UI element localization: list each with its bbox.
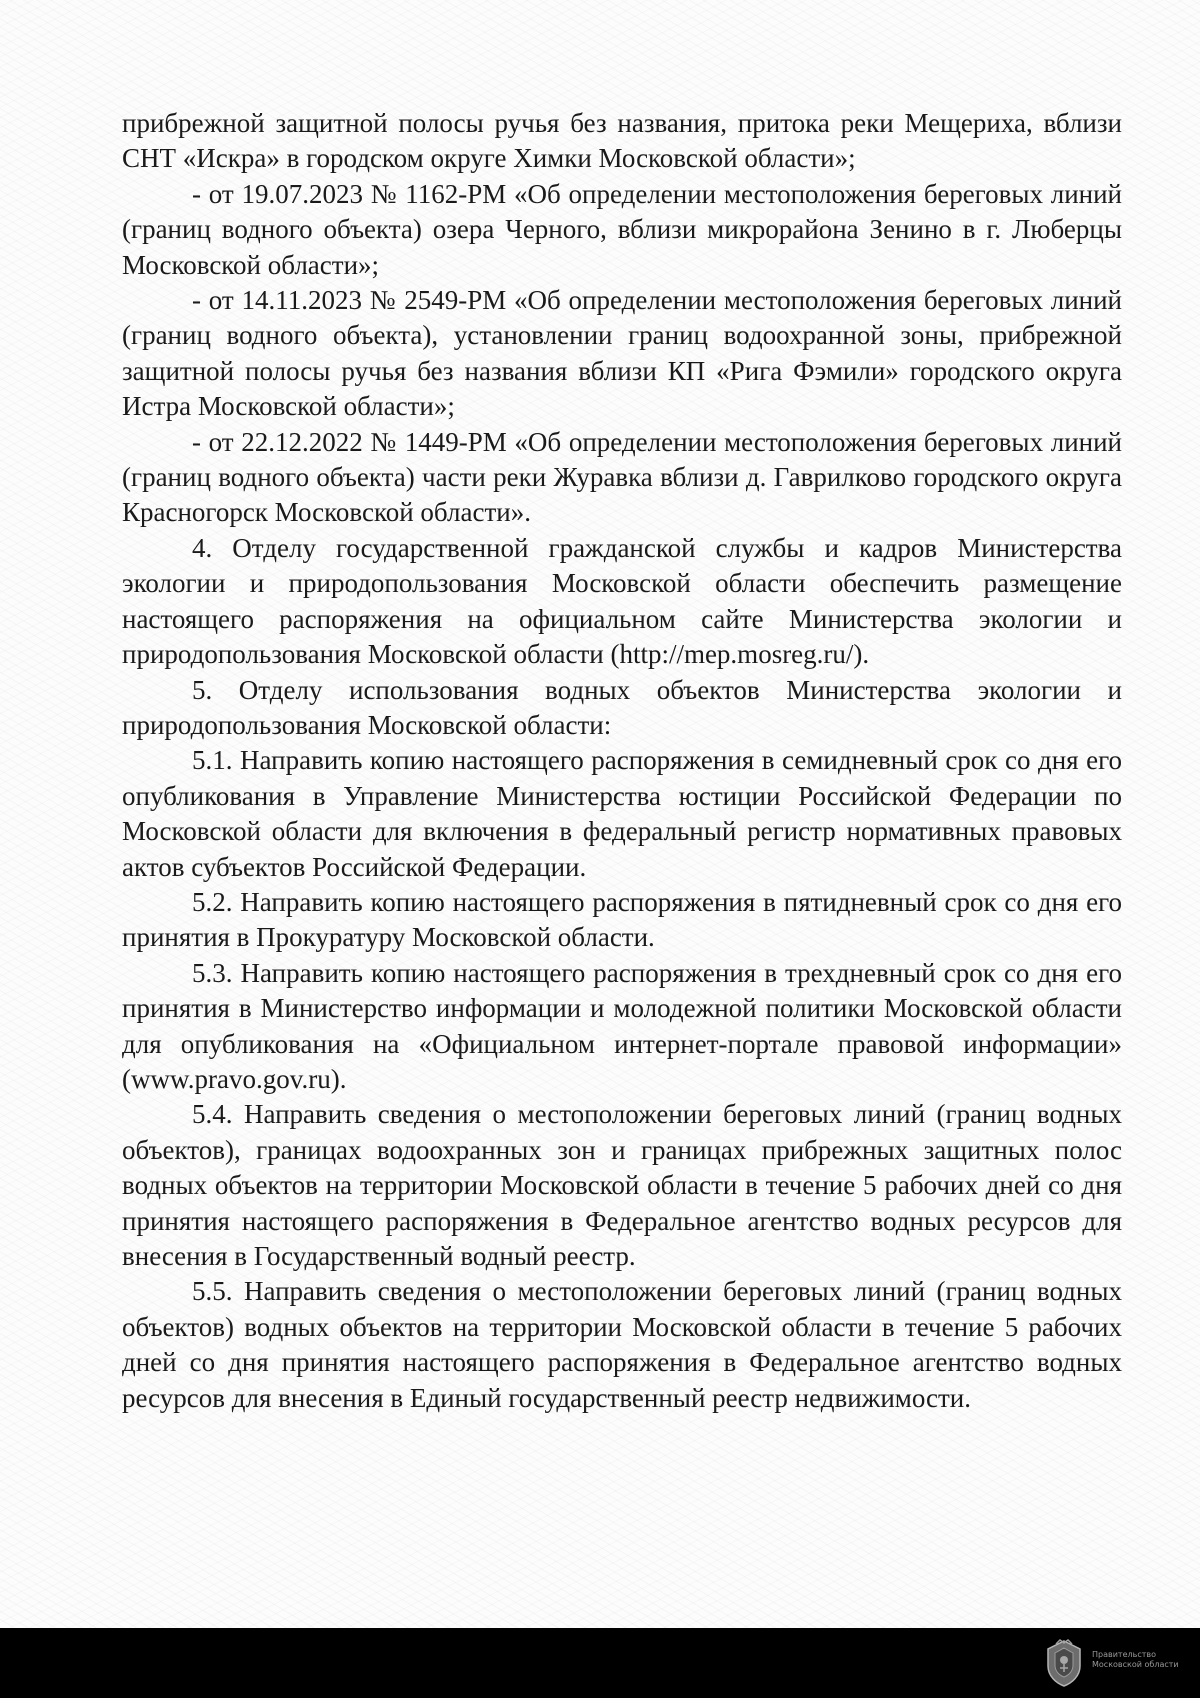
paragraph-list-item-1449: - от 22.12.2022 № 1449-РМ «Об определении местоположения береговых линий (границ водного объекта) части реки Журавка вблизи д. Гаврилково городского округа Красногорск Московской области». [122, 426, 1122, 528]
government-seal [1042, 1638, 1182, 1688]
paragraph-continuation: прибрежной защитной полосы ручья без названия, притока реки Мещериха, вблизи СНТ «Искра» в городском округе Химки Московской области»; [122, 108, 1122, 174]
emblem-icon [1042, 1638, 1086, 1688]
paragraph-item-5-4: 5.4. Направить сведения о местоположении береговых линий (границ водных объектов), границах водоохранных зон и границах прибрежных защитных полос водных объектов на территории Московской области в течение 5 рабочих дней со дня принятия настоящего распоряжения в Федеральное агентство водных ресурсов для внесения в Государственный водный реестр. [122, 1099, 1122, 1271]
seal-caption-line-2: Московской области [1092, 1660, 1179, 1669]
paragraph-item-5-2: 5.2. Направить копию настоящего распоряжения в пятидневный срок со дня его принятия в Прокуратуру Московской области. [122, 886, 1122, 953]
paragraph-item-5-3: 5.3. Направить копию настоящего распоряжения в трехдневный срок со дня его принятия в Министерство информации и молодежной политики Московской области для опубликования на «Официальном интернет-портале правовой информации» (www.pravo.gov.ru). [122, 957, 1122, 1094]
footer-bar [0, 1628, 1200, 1698]
document-body [122, 106, 1122, 1416]
seal-caption [1092, 1650, 1184, 1670]
paragraph-item-5-1: 5.1. Направить копию настоящего распоряжения в семидневный срок со дня его опубликования в Управление Министерства юстиции Российской Федерации по Московской области для включения в федеральный регистр нормативных правовых актов субъектов Российской Федерации. [122, 745, 1122, 882]
paragraph-list-item-1162: - от 19.07.2023 № 1162-РМ «Об определении местоположения береговых линий (границ водного объекта) озера Черного, вблизи микрорайона Зенино в г. Люберцы Московской области»; [122, 178, 1122, 280]
paragraph-item-5: 5. Отделу использования водных объектов Министерства экологии и природопользования Московской области: [122, 674, 1122, 740]
seal-caption-line-1: Правительство [1092, 1650, 1156, 1659]
paragraph-item-4: 4. Отделу государственной гражданской службы и кадров Министерства экологии и природопользования Московской области обеспечить размещение настоящего распоряжения на официальном сайте Министерства экологии и природопользования Московской области (http://mep.mosreg.ru/). [122, 532, 1122, 670]
paragraph-item-5-5: 5.5. Направить сведения о местоположении береговых линий (границ водных объектов) водных объектов на территории Московской области в течение 5 рабочих дней со дня принятия настоящего распоряжения в Федеральное агентство водных ресурсов для внесения в Единый государственный реестр недвижимости. [122, 1276, 1122, 1413]
paragraph-list-item-2549: - от 14.11.2023 № 2549-РМ «Об определении местоположения береговых линий (границ водного объекта), установлении границ водоохранной зоны, прибрежной защитной полосы ручья без названия вблизи КП «Рига Фэмили» городского округа Истра Московской области»; [122, 285, 1122, 422]
